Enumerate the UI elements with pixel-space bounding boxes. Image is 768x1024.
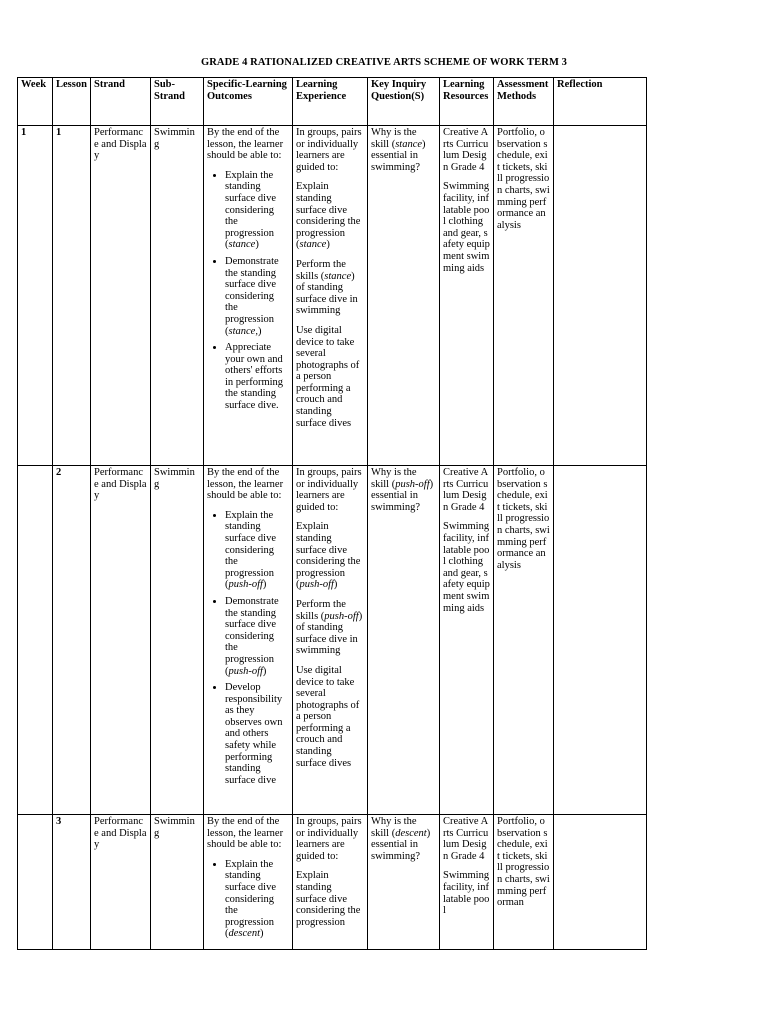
experience-item: Explain standing surface dive considering the progression (stance): [296, 181, 361, 251]
outcomes-cell: [204, 466, 293, 815]
lesson-cell: 1: [53, 126, 91, 466]
outcomes-list: [207, 859, 289, 940]
outcomes-list: [207, 170, 289, 412]
outcomes-intro: By the end of the lesson, the learner should be able to:: [207, 467, 284, 502]
header-sub-strand: Sub-Strand: [151, 78, 204, 126]
assessment-cell: Portfolio, observation schedule, exit tickets, skill progression charts, swimming performan: [494, 815, 554, 950]
resources-cell: [440, 815, 494, 950]
header-experience: Learning Experience: [293, 78, 368, 126]
table-row: [18, 126, 647, 466]
outcomes-list: [207, 510, 289, 787]
experience-intro: In groups, pairs or individually learners are guided to:: [296, 467, 362, 513]
document-title: GRADE 4 RATIONALIZED CREATIVE ARTS SCHEME OF WORK TERM 3: [200, 57, 568, 68]
table-row: [18, 466, 647, 815]
outcome-item: • Explain the standing surface dive considering the progression (descent): [225, 859, 289, 940]
inquiry-cell: Why is the skill (stance) essential in swimming?: [368, 126, 440, 466]
outcomes-intro: By the end of the lesson, the learner should be able to:: [207, 816, 284, 851]
resource-item: Creative Arts Curriculum Design Grade 4: [443, 127, 489, 173]
experience-intro: In groups, pairs or individually learners are guided to:: [296, 816, 362, 862]
inquiry-cell: Why is the skill (push-off) essential in swimming?: [368, 466, 440, 815]
outcome-item: • Demonstrate the standing surface dive considering the progression (push-off): [225, 596, 289, 677]
scheme-of-work-table: [17, 77, 647, 950]
resource-item: Swimming facility, inflatable pool clothing and gear, safety equipment swimming aids: [443, 181, 490, 274]
experience-intro: In groups, pairs or individually learners are guided to:: [296, 127, 362, 173]
reflection-cell: [554, 126, 647, 466]
sub-strand-cell: Swimming: [151, 466, 204, 815]
outcomes-cell: [204, 815, 293, 950]
strand-cell: Performance and Display: [91, 815, 151, 950]
experience-item: Use digital device to take several photographs of a person performing a crouch and standing surface dives: [296, 324, 360, 429]
header-lesson: Lesson: [53, 78, 91, 126]
table-header-row: [18, 78, 647, 126]
experience-cell: [293, 815, 368, 950]
lesson-cell: 3: [53, 815, 91, 950]
experience-item: Explain standing surface dive considering the progression: [296, 870, 361, 928]
sub-strand-cell: Swimming: [151, 815, 204, 950]
outcome-item: • Demonstrate the standing surface dive considering the progression (stance,): [225, 256, 289, 337]
outcomes-cell: [204, 126, 293, 466]
week-cell: 1: [18, 126, 53, 466]
outcome-item: • Develop responsibility as they observes own and others safety while performing standing surface dive: [225, 682, 289, 786]
experience-item: Use digital device to take several photographs of a person performing a crouch and standing surface dives: [296, 664, 360, 769]
header-reflection: Reflection: [554, 78, 647, 126]
outcomes-intro: By the end of the lesson, the learner should be able to:: [207, 127, 284, 162]
outcome-item: • Explain the standing surface dive considering the progression (push-off): [225, 510, 289, 591]
resources-cell: [440, 126, 494, 466]
week-cell: [18, 815, 53, 950]
strand-cell: Performance and Display: [91, 466, 151, 815]
table-row: [18, 815, 647, 950]
header-week: Week: [18, 78, 53, 126]
resource-item: Creative Arts Curriculum Design Grade 4: [443, 467, 489, 513]
strand-cell: Performance and Display: [91, 126, 151, 466]
resources-cell: [440, 466, 494, 815]
assessment-cell: Portfolio, observation schedule, exit tickets, skill progression charts, swimming performance analysis: [494, 466, 554, 815]
experience-cell: [293, 126, 368, 466]
header-strand: Strand: [91, 78, 151, 126]
reflection-cell: [554, 466, 647, 815]
experience-item: Explain standing surface dive considering the progression (push-off): [296, 521, 361, 591]
header-resources: Learning Resources: [440, 78, 494, 126]
sub-strand-cell: Swimming: [151, 126, 204, 466]
resource-item: Swimming facility, inflatable pool clothing and gear, safety equipment swimming aids: [443, 521, 490, 614]
experience-item: Perform the skills (push-off) of standing surface dive in swimming: [296, 598, 363, 657]
week-cell: [18, 466, 53, 815]
experience-item: Perform the skills (stance) of standing surface dive in swimming: [296, 258, 358, 317]
assessment-cell: Portfolio, observation schedule, exit tickets, skill progression charts, swimming performance analysis: [494, 126, 554, 466]
resource-item: Swimming facility, inflatable pool: [443, 870, 490, 917]
lesson-cell: 2: [53, 466, 91, 815]
reflection-cell: [554, 815, 647, 950]
inquiry-cell: Why is the skill (descent) essential in swimming?: [368, 815, 440, 950]
header-outcomes: Specific-Learning Outcomes: [204, 78, 293, 126]
experience-cell: [293, 466, 368, 815]
outcome-item: • Explain the standing surface dive considering the progression (stance): [225, 170, 289, 251]
resource-item: Creative Arts Curriculum Design Grade 4: [443, 816, 489, 862]
outcome-item: • Appreciate your own and others' efforts in performing the standing surface dive.: [225, 342, 289, 412]
header-inquiry: Key Inquiry Question(S): [368, 78, 440, 126]
header-assessment: Assessment Methods: [494, 78, 554, 126]
